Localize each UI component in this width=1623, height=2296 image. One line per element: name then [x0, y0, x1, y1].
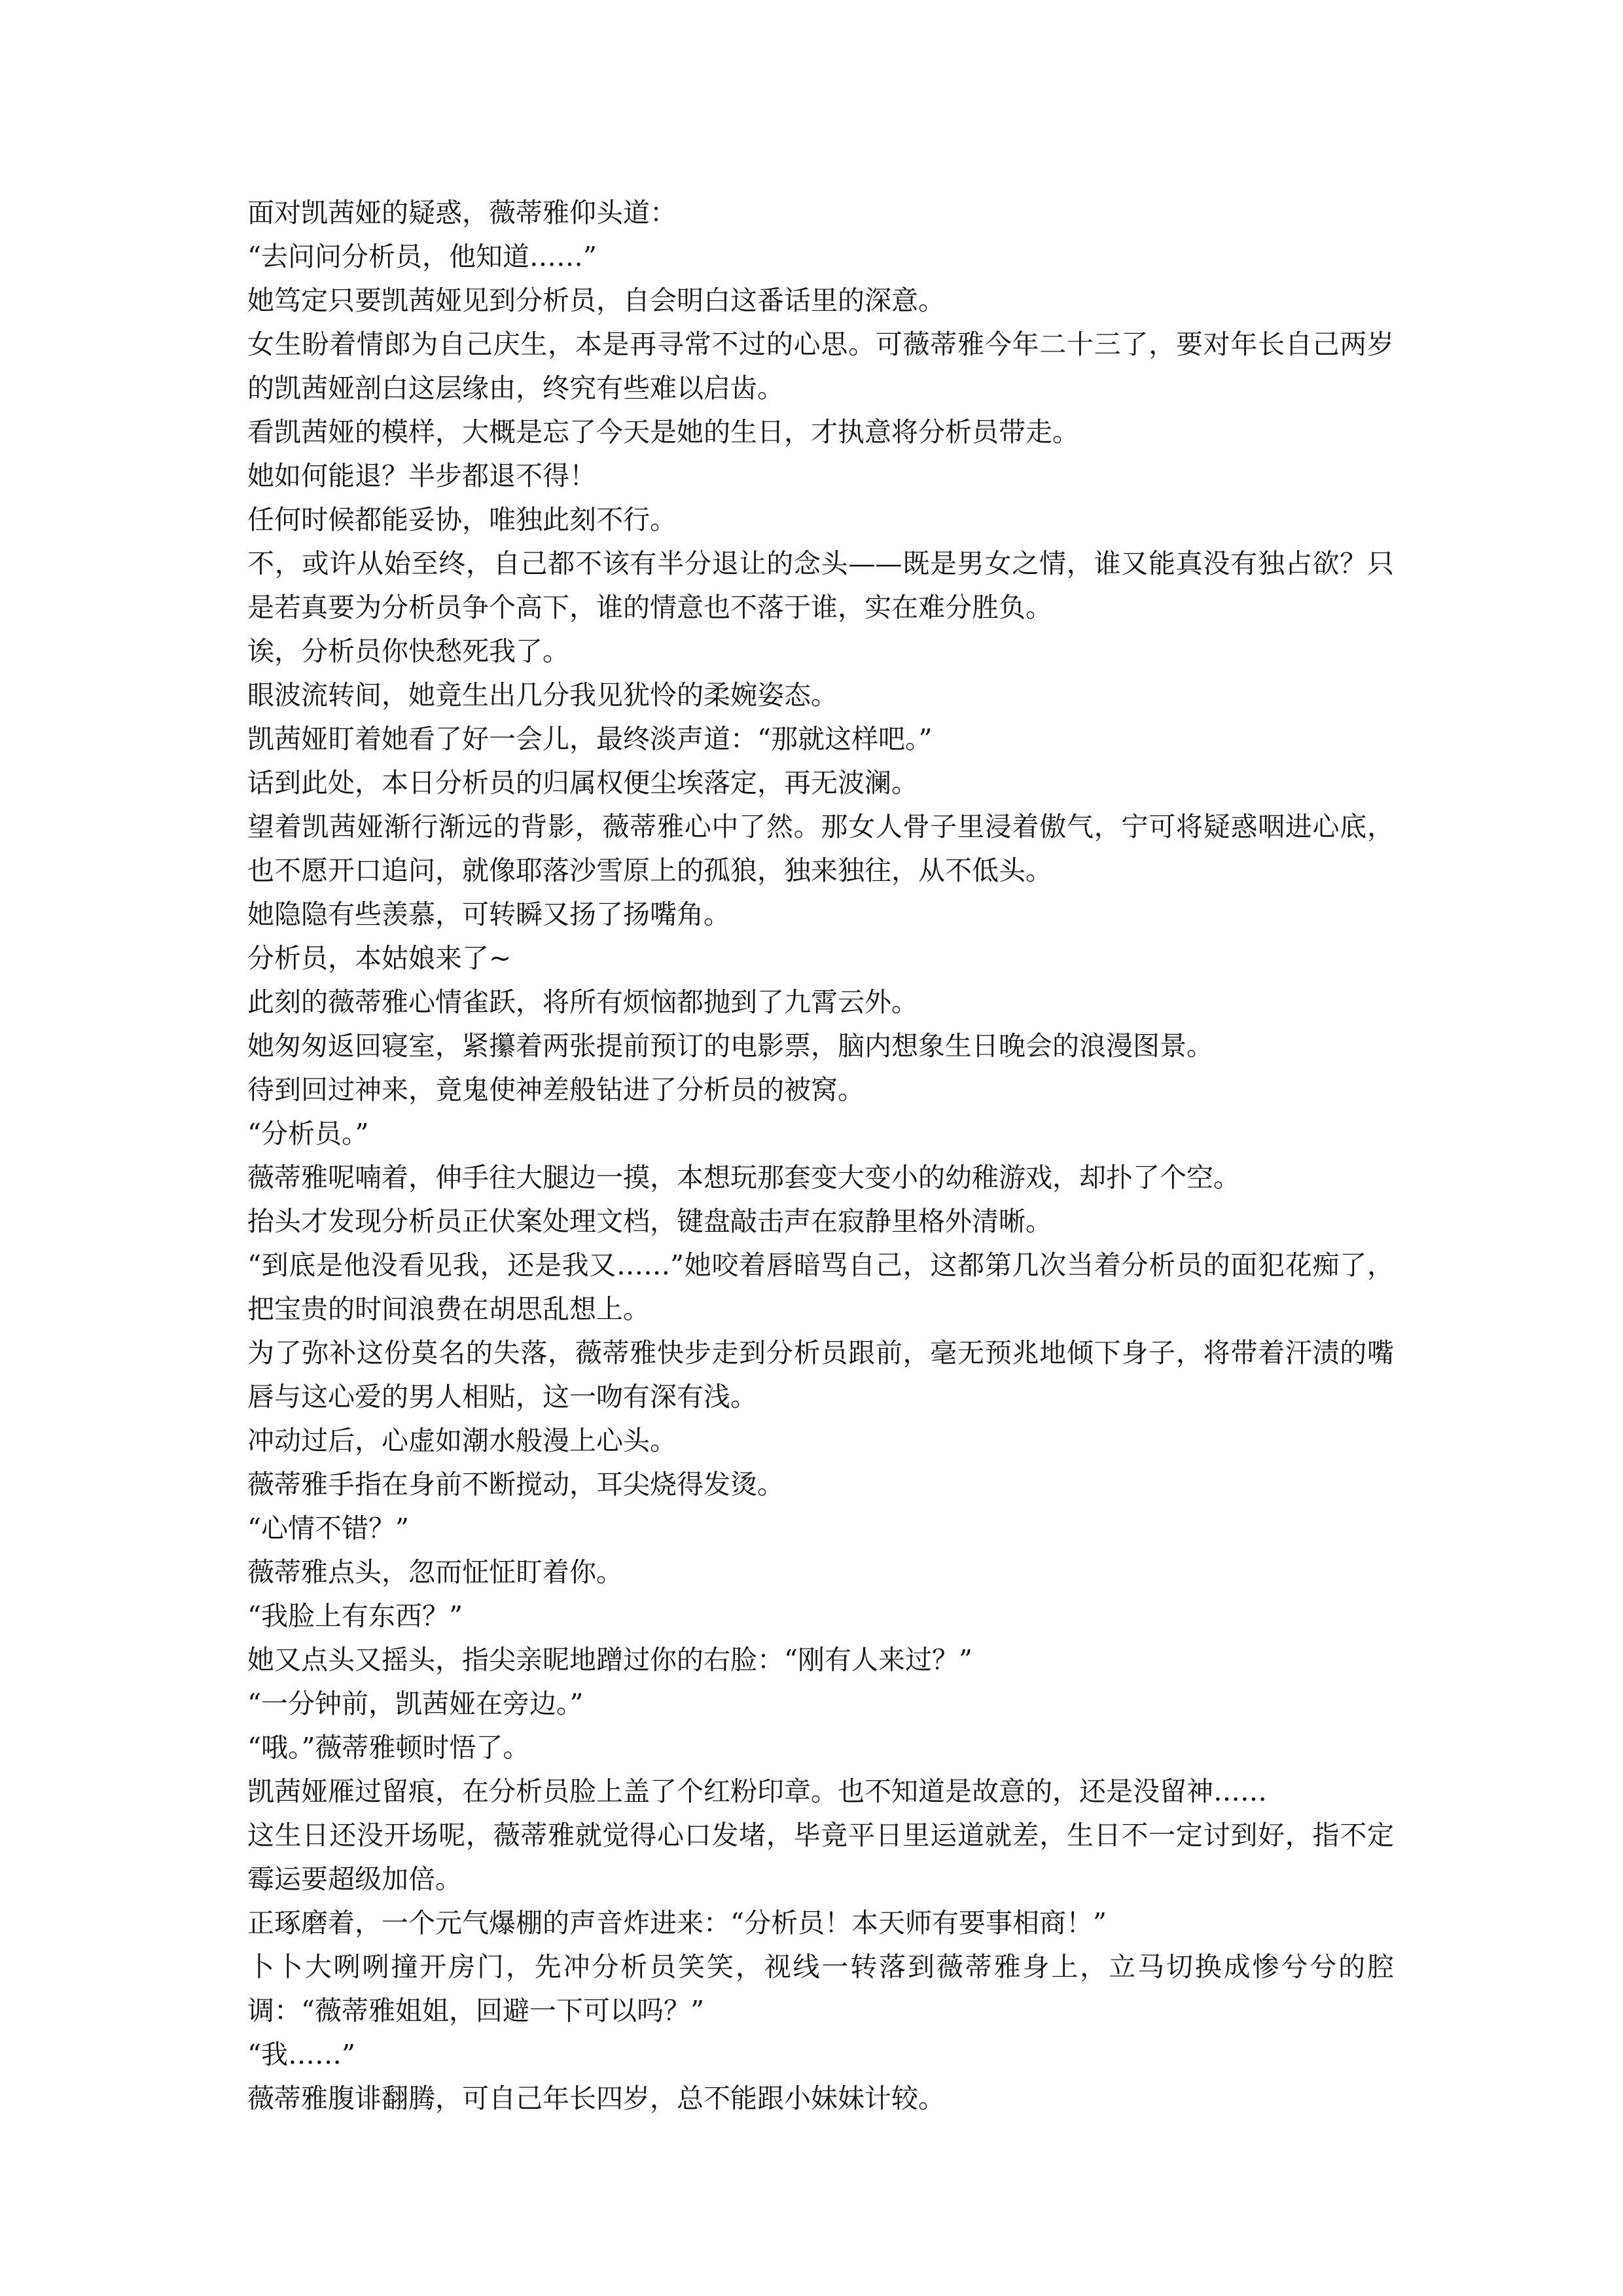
- paragraph: 为了弥补这份莫名的失落，薇蒂雅快步走到分析员跟前，毫无预兆地倾下身子，将带着汗渍的嘴唇与这心爱的男人相贴，这一吻有深有浅。: [247, 1337, 1394, 1412]
- paragraph: 抬头才发现分析员正伏案处理文档，键盘敲击声在寂静里格外清晰。: [247, 1206, 1052, 1237]
- paragraph: 凯茜娅盯着她看了好一会儿，最终淡声道：“那就这样吧。”: [247, 723, 933, 755]
- paragraph: 看凯茜娅的模样，大概是忘了今天是她的生日，才执意将分析员带走。: [247, 416, 1079, 448]
- paragraph: 待到回过神来，竟鬼使神差般钻进了分析员的被窝。: [247, 1074, 865, 1105]
- paragraph: 她又点头又摇头，指尖亲昵地蹭过你的右脸：“刚有人来过？”: [247, 1644, 972, 1676]
- paragraph: 她匆匆返回寝室，紧攥着两张提前预订的电影票，脑内想象生日晚会的浪漫图景。: [247, 1030, 1213, 1062]
- paragraph: 此刻的薇蒂雅心情雀跃，将所有烦恼都抛到了九霄云外。: [247, 986, 918, 1018]
- paragraph: 不，或许从始至终，自己都不该有半分退让的念头——既是男女之情，谁又能真没有独占欲？只是若真要为分析员争个高下，谁的情意也不落于谁，实在难分胜负。: [247, 548, 1394, 623]
- paragraph: 望着凯茜娅渐行渐远的背影，薇蒂雅心中了然。那女人骨子里浸着傲气，宁可将疑惑咽进心底，也不愿开口追问，就像耶落沙雪原上的孤狼，独来独往，从不低头。: [247, 811, 1394, 886]
- paragraph: 凯茜娅雁过留痕，在分析员脸上盖了个红粉印章。也不知道是故意的，还是没留神……: [247, 1776, 1267, 1807]
- paragraph: 任何时候都能妥协，唯独此刻不行。: [247, 504, 677, 535]
- paragraph: 她笃定只要凯茜娅见到分析员，自会明白这番话里的深意。: [247, 285, 945, 316]
- paragraph: “心情不错？”: [247, 1513, 409, 1544]
- paragraph: 女生盼着情郎为自己庆生，本是再寻常不过的心思。可薇蒂雅今年二十三了，要对年长自己两岁的凯茜娅剖白这层缘由，终究有些难以启齿。: [247, 329, 1394, 404]
- paragraph: 卜卜大咧咧撞开房门，先冲分析员笑笑，视线一转落到薇蒂雅身上，立马切换成惨兮兮的腔调：“薇蒂雅姐姐，回避一下可以吗？”: [247, 1951, 1394, 2026]
- paragraph: “哦。”薇蒂雅顿时悟了。: [247, 1732, 530, 1763]
- paragraph: “到底是他没看见我，还是我又……”她咬着唇暗骂自己，这都第几次当着分析员的面犯花痴了，把宝贵的时间浪费在胡思乱想上。: [247, 1249, 1394, 1325]
- paragraph: 薇蒂雅点头，忽而怔怔盯着你。: [247, 1556, 623, 1588]
- paragraph: 眼波流转间，她竟生出几分我见犹怜的柔婉姿态。: [247, 679, 838, 711]
- paragraph: 薇蒂雅手指在身前不断搅动，耳尖烧得发烫。: [247, 1469, 784, 1500]
- paragraph: “我脸上有东西？”: [247, 1600, 463, 1632]
- document-page: [247, 191, 1394, 2121]
- paragraph: “我……”: [247, 2039, 355, 2070]
- paragraph: 这生日还没开场呢，薇蒂雅就觉得心口发堵，毕竟平日里运道就差，生日不一定讨到好，指不定霉运要超级加倍。: [247, 1820, 1394, 1895]
- paragraph: 面对凯茜娅的疑惑，薇蒂雅仰头道：: [247, 197, 677, 228]
- paragraph: 诶，分析员你快愁死我了。: [247, 636, 569, 667]
- paragraph: “去问问分析员，他知道……”: [247, 241, 597, 272]
- paragraph: 薇蒂雅腹诽翻腾，可自己年长四岁，总不能跟小妹妹计较。: [247, 2083, 945, 2114]
- paragraph: “一分钟前，凯茜娅在旁边。”: [247, 1688, 584, 1719]
- paragraph: 分析员，本姑娘来了~: [247, 942, 512, 974]
- paragraph: 她如何能退？半步都退不得！: [247, 460, 596, 492]
- paragraph: “分析员。”: [247, 1118, 369, 1149]
- paragraph: 话到此处，本日分析员的归属权便尘埃落定，再无波澜。: [247, 767, 918, 798]
- paragraph: 冲动过后，心虚如潮水般漫上心头。: [247, 1425, 677, 1456]
- paragraph: 她隐隐有些羡慕，可转瞬又扬了扬嘴角。: [247, 899, 730, 930]
- paragraph: 正琢磨着，一个元气爆棚的声音炸进来：“分析员！本天师有要事相商！”: [247, 1907, 1107, 1939]
- paragraph: 薇蒂雅呢喃着，伸手往大腿边一摸，本想玩那套变大变小的幼稚游戏，却扑了个空。: [247, 1162, 1240, 1193]
